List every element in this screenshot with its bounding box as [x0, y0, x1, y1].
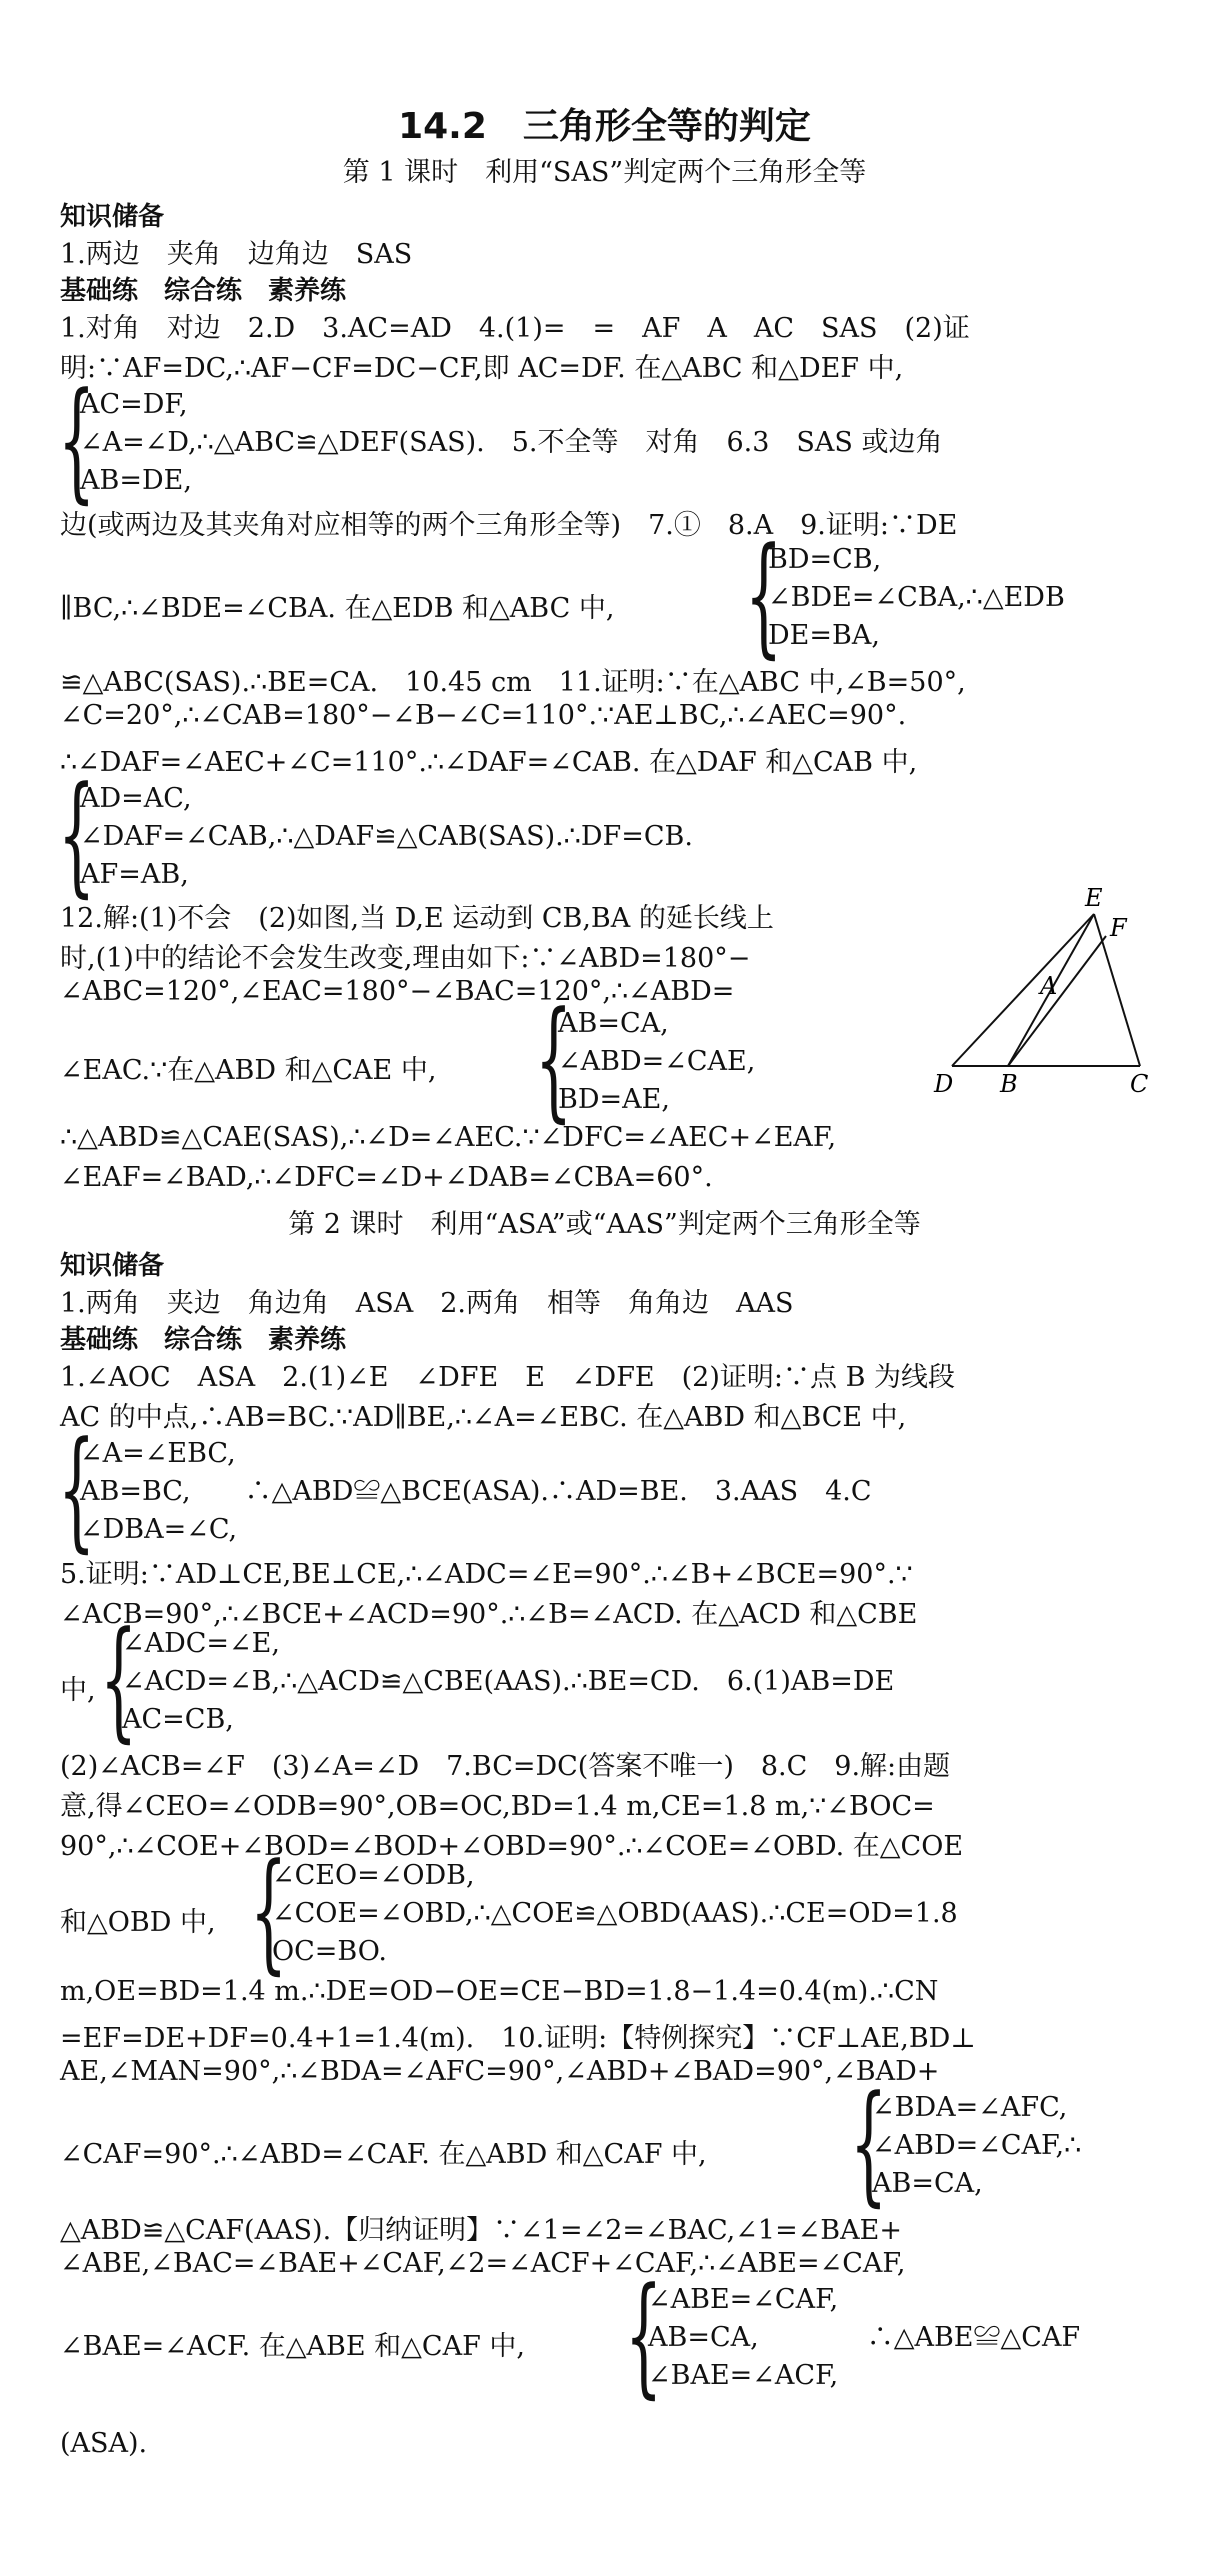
- equation-system: AC=DF, ∠A=∠D,∴△ABC≌△DEF(SAS). 5.不全等 对角 6.3 SAS 或边角 AB=DE,: [80, 389, 943, 496]
- brace: {: [58, 758, 96, 910]
- text-line: 时,(1)中的结论不会发生改变,理由如下:∵∠ABD=180°−: [60, 943, 751, 974]
- equation-system: ∠BDA=∠AFC, ∠ABD=∠CAF,∴ AB=CA,: [872, 2092, 1082, 2199]
- label-f: F: [1110, 914, 1127, 942]
- brace: {: [850, 2067, 888, 2219]
- text-line: AE,∠MAN=90°,∴∠BDA=∠AFC=90°,∠ABD+∠BAD=90°,∠BAD+: [60, 2056, 940, 2087]
- brace: {: [250, 1835, 288, 1987]
- brace: {: [100, 1603, 138, 1755]
- equation-system: BD=CB, ∠BDE=∠CBA,∴△EDB DE=BA,: [768, 544, 1065, 651]
- equation-system: ∠A=∠EBC, AB=BC, ∴△ABD≌△BCE(ASA).∴AD=BE. 3.AAS 4.C ∠DBA=∠C,: [80, 1438, 872, 1545]
- text-line: ∠CAF=90°.∴∠ABD=∠CAF. 在△ABD 和△CAF 中,: [60, 2139, 707, 2170]
- text-line: 90°,∴∠COE+∠BOD=∠BOD+∠OBD=90°.∴∠COE=∠OBD. 在△COE: [60, 1831, 964, 1862]
- text-line: 边(或两边及其夹角对应相等的两个三角形全等) 7.① 8.A 9.证明:∵DE: [60, 510, 958, 541]
- text-line: ∴△ABD≌△CAE(SAS),∴∠D=∠AEC.∵∠DFC=∠AEC+∠EAF,: [60, 1122, 837, 1153]
- text-line: ∠BAE=∠ACF. 在△ABE 和△CAF 中,: [60, 2331, 525, 2362]
- section-title: 14.2 三角形全等的判定: [398, 106, 811, 147]
- lesson2-title: 第 2 课时 利用“ASA”或“AAS”判定两个三角形全等: [288, 1209, 921, 1240]
- text-line: 中,: [60, 1675, 96, 1706]
- text-line: (2)∠ACB=∠F (3)∠A=∠D 7.BC=DC(答案不唯一) 8.C 9.解:由题: [60, 1751, 951, 1782]
- equation-system: ∠ABE=∠CAF, AB=CA, ∴△ABE≌△CAF ∠BAE=∠ACF,: [648, 2284, 1081, 2391]
- text-line: △ABD≌△CAF(AAS).【归纳证明】∵∠1=∠2=∠BAC,∠1=∠BAE+: [60, 2215, 902, 2246]
- text-line: 5.证明:∵AD⊥CE,BE⊥CE,∴∠ADC=∠E=90°.∴∠B+∠BCE=90°.∵: [60, 1559, 913, 1590]
- equation-system: ∠ADC=∠E, ∠ACD=∠B,∴△ACD≌△CBE(AAS).∴BE=CD. 6.(1)AB=DE AC=CB,: [122, 1628, 895, 1735]
- text-line: ∠EAC.∵在△ABD 和△CAE 中,: [60, 1055, 437, 1086]
- text-line: ∠ABC=120°,∠EAC=180°−∠BAC=120°,∴∠ABD=: [60, 976, 735, 1007]
- text-line: 12.解:(1)不会 (2)如图,当 D,E 运动到 CB,BA 的延长线上: [60, 903, 774, 934]
- lesson1-title: 第 1 课时 利用“SAS”判定两个三角形全等: [342, 157, 867, 188]
- text-line: AC 的中点,∴AB=BC.∵AD∥BE,∴∠A=∠EBC. 在△ABD 和△BCE 中,: [60, 1402, 907, 1433]
- text-line: =EF=DE+DF=0.4+1=1.4(m). 10.证明:【特例探究】∵CF⊥AE,BD⊥: [60, 2023, 976, 2054]
- label-d: D: [934, 1070, 954, 1098]
- text-line: 1.对角 对边 2.D 3.AC=AD 4.(1)= = AF A AC SAS (2)证: [60, 313, 970, 344]
- text-line: ∥BC,∴∠BDE=∠CBA. 在△EDB 和△ABC 中,: [60, 593, 615, 624]
- brace: {: [745, 519, 783, 671]
- text-line: ∠EAF=∠BAD,∴∠DFC=∠D+∠DAB=∠CBA=60°.: [60, 1162, 713, 1193]
- text-line: (ASA).: [60, 2428, 148, 2459]
- text-line: 和△OBD 中,: [60, 1907, 216, 1938]
- text-line: ∠C=20°,∴∠CAB=180°−∠B−∠C=110°.∵AE⊥BC,∴∠AEC=90°.: [60, 700, 907, 731]
- label-c: C: [1130, 1070, 1149, 1098]
- equation-system: AD=AC, ∠DAF=∠CAB,∴△DAF≌△CAB(SAS).∴DF=CB. AF=AB,: [80, 783, 693, 890]
- text-line: m,OE=BD=1.4 m.∴DE=OD−OE=CE−BD=1.8−1.4=0.4(m).∴CN: [60, 1976, 939, 2007]
- heading-knowledge-2: 知识储备: [60, 1251, 165, 1281]
- brace: {: [625, 2259, 663, 2411]
- text-line: 1.∠AOC ASA 2.(1)∠E ∠DFE E ∠DFE (2)证明:∵点 B 为线段: [60, 1362, 955, 1393]
- label-a: A: [1040, 972, 1058, 1000]
- text-line: ∴∠DAF=∠AEC+∠C=110°.∴∠DAF=∠CAB. 在△DAF 和△CAB 中,: [60, 747, 918, 778]
- equation-system: ∠CEO=∠ODB, ∠COE=∠OBD,∴△COE≌△OBD(AAS).∴CE=OD=1.8 OC=BO.: [272, 1860, 958, 1967]
- heading-practice-2: 基础练 综合练 素养练: [60, 1325, 347, 1355]
- text-line: ∠ACB=90°,∴∠BCE+∠ACD=90°.∴∠B=∠ACD. 在△ACD 和△CBE: [60, 1599, 918, 1630]
- heading-knowledge-1: 知识储备: [60, 202, 165, 232]
- label-e: E: [1085, 884, 1103, 912]
- text-line: 1.两边 夹角 边角边 SAS: [60, 239, 413, 270]
- text-line: ∠ABE,∠BAC=∠BAE+∠CAF,∠2=∠ACF+∠CAF,∴∠ABE=∠CAF,: [60, 2248, 906, 2279]
- text-line: 意,得∠CEO=∠ODB=90°,OB=OC,BD=1.4 m,CE=1.8 m,∵∠BOC=: [60, 1791, 935, 1822]
- brace: {: [535, 983, 573, 1135]
- equation-system: AB=CA, ∠ABD=∠CAE, BD=AE,: [558, 1008, 756, 1115]
- label-b: B: [1000, 1070, 1018, 1098]
- triangle-figure: [930, 880, 1170, 1110]
- text-line: ≌△ABC(SAS).∴BE=CA. 10.45 cm 11.证明:∵在△ABC 中,∠B=50°,: [60, 667, 966, 698]
- heading-practice-1: 基础练 综合练 素养练: [60, 276, 347, 306]
- text-line: 1.两角 夹边 角边角 ASA 2.两角 相等 角角边 AAS: [60, 1288, 794, 1319]
- brace: {: [58, 1413, 96, 1565]
- text-line: 明:∵AF=DC,∴AF−CF=DC−CF,即 AC=DF. 在△ABC 和△DEF 中,: [60, 353, 904, 384]
- brace: {: [58, 364, 96, 516]
